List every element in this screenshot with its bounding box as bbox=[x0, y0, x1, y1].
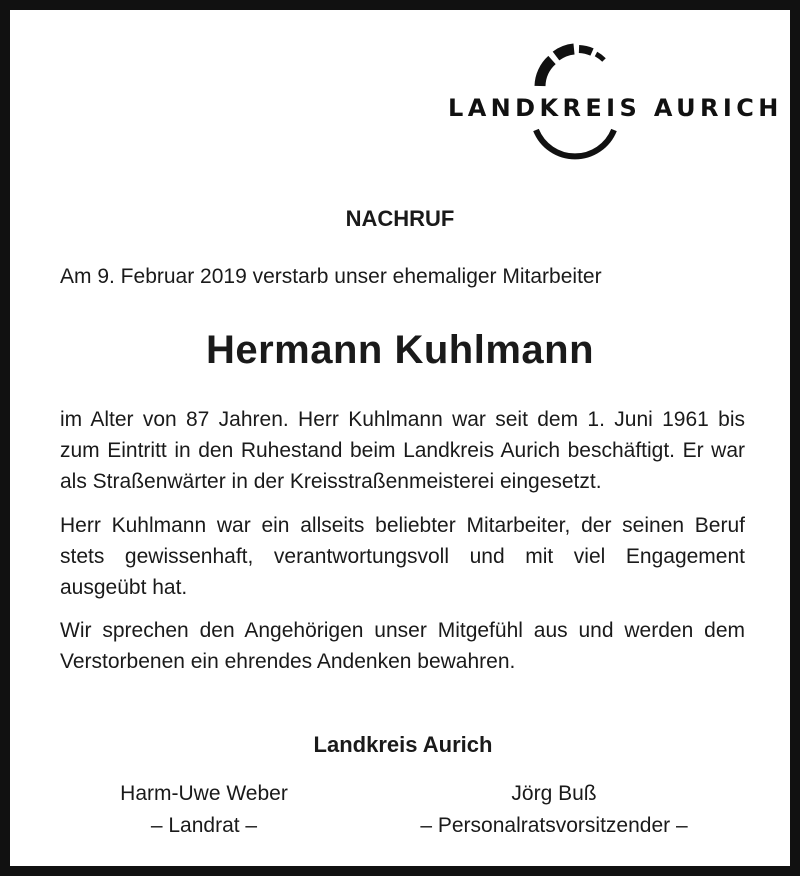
notice-heading: NACHRUF bbox=[345, 206, 455, 231]
signer-role: – Landrat – bbox=[150, 814, 258, 837]
signer-name: Harm-Uwe Weber bbox=[120, 782, 288, 805]
paragraph-tribute: Herr Kuhlmann war ein allseits beliebter Mitarbeiter, der seinen Beruf stets gewissenhaft, verantwortungsvoll und mit viel Engagement ausgeübt hat. bbox=[60, 514, 745, 599]
signing-organization: Landkreis Aurich bbox=[313, 732, 493, 757]
signer-role: – Personalratsvorsitzender – bbox=[420, 814, 688, 837]
paragraph-career: im Alter von 87 Jahren. Herr Kuhlmann war seit dem 1. Juni 1961 bis zum Eintritt in den Ruhestand beim Landkreis Aurich beschäftigt. Er war als Straßenwärter in der Kreisstraßenmeisterei eingesetzt. bbox=[60, 408, 745, 493]
signature-right bbox=[384, 778, 724, 842]
signature-left bbox=[84, 778, 324, 842]
paragraph-condolences: Wir sprechen den Angehörigen unser Mitgefühl aus und werden dem Verstorbenen ein ehrendes Andenken bewahren. bbox=[60, 619, 745, 673]
deceased-name: Hermann Kuhlmann bbox=[205, 328, 595, 372]
landkreis-aurich-logo bbox=[448, 40, 783, 160]
logo-text: LANDKREIS AURICH bbox=[448, 94, 783, 122]
signer-name: Jörg Buß bbox=[511, 782, 597, 805]
intro-line: Am 9. Februar 2019 verstarb unser ehemaliger Mitarbeiter bbox=[60, 265, 602, 288]
